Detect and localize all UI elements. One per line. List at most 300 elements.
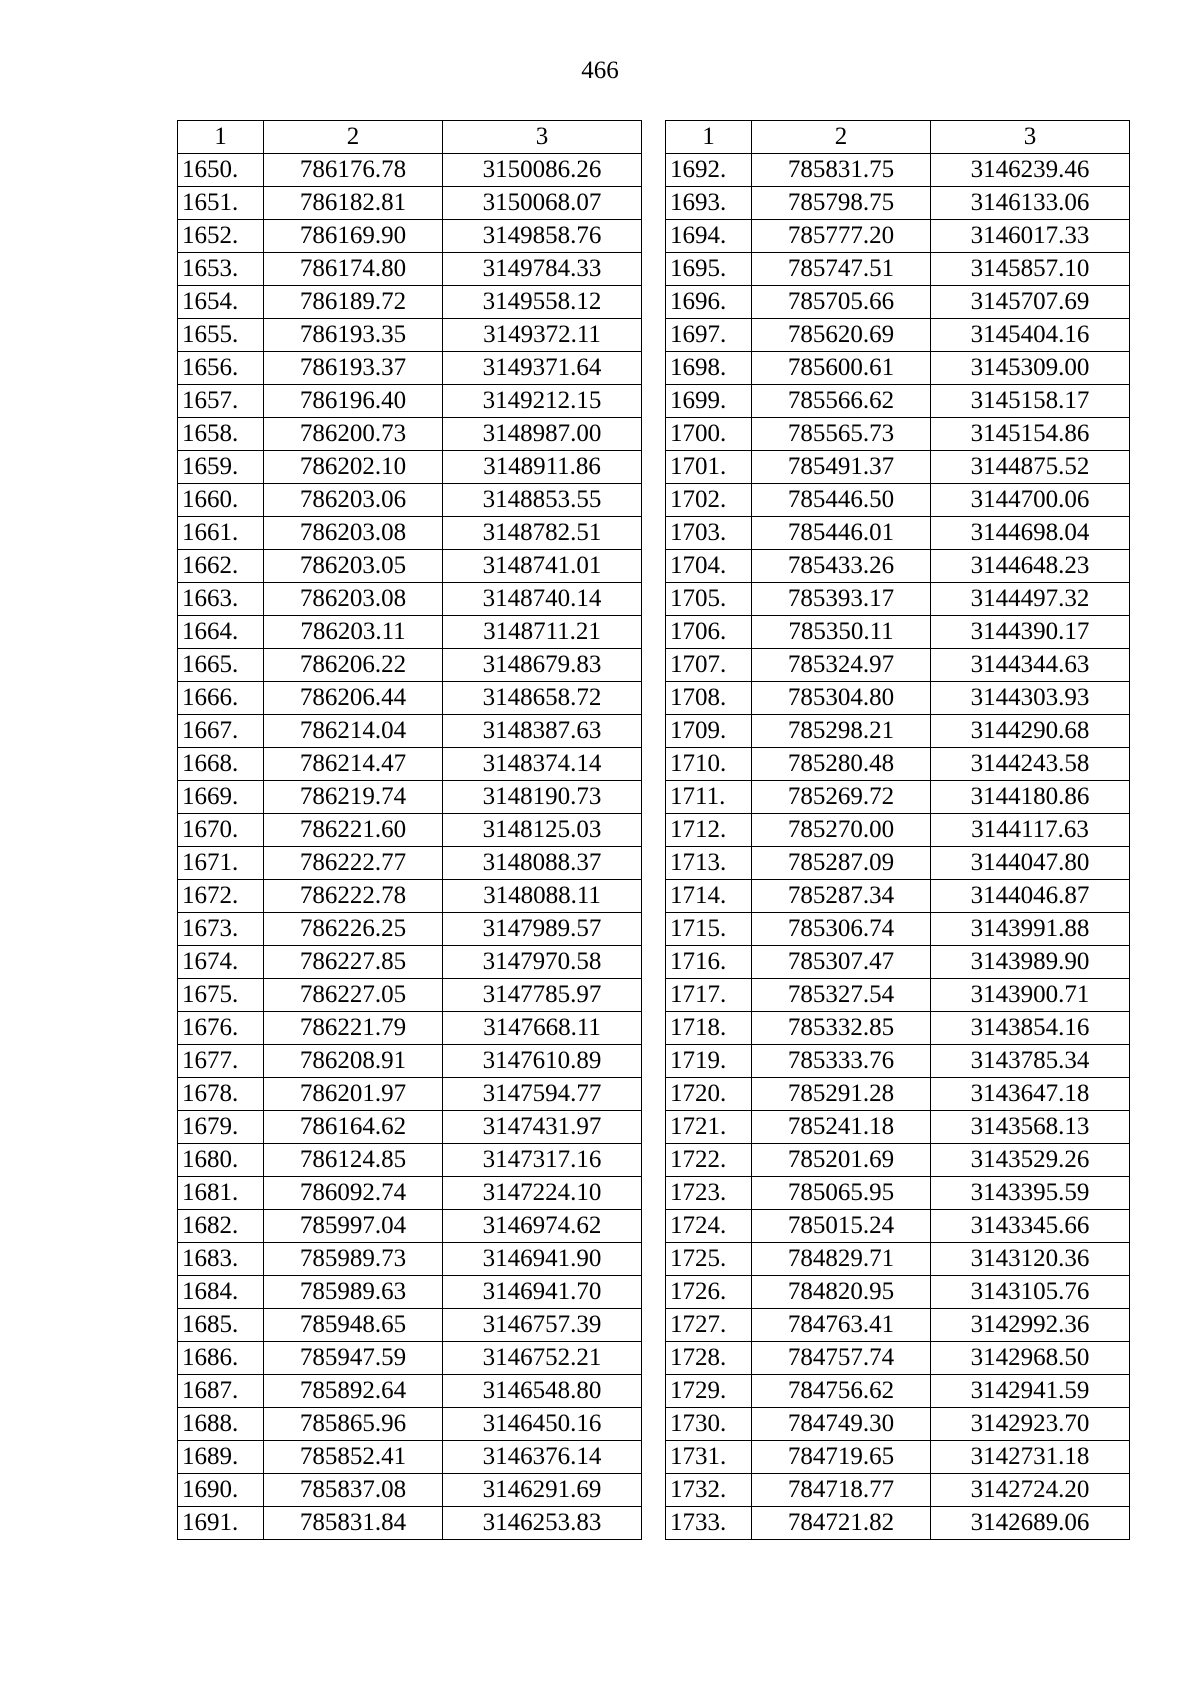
- y-coordinate-cell: 3142923.70: [931, 1408, 1130, 1441]
- table-row: [178, 682, 642, 715]
- x-coordinate-cell: 786189.72: [264, 286, 443, 319]
- x-coordinate-cell: 785327.54: [752, 979, 931, 1012]
- y-coordinate-cell: 3142689.06: [931, 1507, 1130, 1540]
- x-coordinate-cell: 786222.77: [264, 847, 443, 880]
- point-number-cell: 1673.: [178, 913, 264, 946]
- y-coordinate-cell: 3144180.86: [931, 781, 1130, 814]
- x-coordinate-cell: 785015.24: [752, 1210, 931, 1243]
- y-coordinate-cell: 3147594.77: [443, 1078, 642, 1111]
- table-row: [666, 946, 1130, 979]
- table-row: [178, 715, 642, 748]
- y-coordinate-cell: 3146239.46: [931, 154, 1130, 187]
- point-number-cell: 1713.: [666, 847, 752, 880]
- y-coordinate-cell: 3143529.26: [931, 1144, 1130, 1177]
- table-row: [666, 550, 1130, 583]
- y-coordinate-cell: 3145309.00: [931, 352, 1130, 385]
- y-coordinate-cell: 3146253.83: [443, 1507, 642, 1540]
- table-row: [178, 946, 642, 979]
- table-row: [666, 979, 1130, 1012]
- x-coordinate-cell: 786206.22: [264, 649, 443, 682]
- table-row: [666, 1210, 1130, 1243]
- y-coordinate-cell: 3147610.89: [443, 1045, 642, 1078]
- x-coordinate-cell: 786208.91: [264, 1045, 443, 1078]
- y-coordinate-cell: 3145707.69: [931, 286, 1130, 319]
- x-coordinate-cell: 785566.62: [752, 385, 931, 418]
- y-coordinate-cell: 3148088.37: [443, 847, 642, 880]
- x-coordinate-cell: 785201.69: [752, 1144, 931, 1177]
- y-coordinate-cell: 3144046.87: [931, 880, 1130, 913]
- table-row: [666, 649, 1130, 682]
- y-coordinate-cell: 3142724.20: [931, 1474, 1130, 1507]
- x-coordinate-cell: 785333.76: [752, 1045, 931, 1078]
- table-row: [666, 583, 1130, 616]
- y-coordinate-cell: 3147317.16: [443, 1144, 642, 1177]
- point-number-cell: 1677.: [178, 1045, 264, 1078]
- y-coordinate-cell: 3148125.03: [443, 814, 642, 847]
- x-coordinate-cell: 786206.44: [264, 682, 443, 715]
- x-coordinate-cell: 786222.78: [264, 880, 443, 913]
- point-number-cell: 1678.: [178, 1078, 264, 1111]
- y-coordinate-cell: 3147668.11: [443, 1012, 642, 1045]
- y-coordinate-cell: 3148987.00: [443, 418, 642, 451]
- table-row: [666, 352, 1130, 385]
- point-number-cell: 1688.: [178, 1408, 264, 1441]
- point-number-cell: 1711.: [666, 781, 752, 814]
- y-coordinate-cell: 3146941.90: [443, 1243, 642, 1276]
- y-coordinate-cell: 3148782.51: [443, 517, 642, 550]
- point-number-cell: 1650.: [178, 154, 264, 187]
- x-coordinate-cell: 785270.00: [752, 814, 931, 847]
- table-row: [666, 484, 1130, 517]
- y-coordinate-cell: 3144117.63: [931, 814, 1130, 847]
- point-number-cell: 1658.: [178, 418, 264, 451]
- point-number-cell: 1714.: [666, 880, 752, 913]
- y-coordinate-cell: 3143991.88: [931, 913, 1130, 946]
- table-row: [666, 1507, 1130, 1540]
- point-number-cell: 1728.: [666, 1342, 752, 1375]
- column-header-x-coordinate: 2: [752, 121, 931, 154]
- table-row: [666, 913, 1130, 946]
- point-number-cell: 1729.: [666, 1375, 752, 1408]
- point-number-cell: 1652.: [178, 220, 264, 253]
- table-row: [666, 748, 1130, 781]
- x-coordinate-cell: 786203.08: [264, 517, 443, 550]
- y-coordinate-cell: 3148741.01: [443, 550, 642, 583]
- point-number-cell: 1671.: [178, 847, 264, 880]
- table-body: [666, 154, 1130, 1540]
- x-coordinate-cell: 785831.84: [264, 1507, 443, 1540]
- point-number-cell: 1717.: [666, 979, 752, 1012]
- table-row: [666, 1276, 1130, 1309]
- point-number-cell: 1705.: [666, 583, 752, 616]
- column-header-y-coordinate: 3: [931, 121, 1130, 154]
- table-row: [178, 187, 642, 220]
- point-number-cell: 1720.: [666, 1078, 752, 1111]
- table-row: [666, 880, 1130, 913]
- table-row: [178, 1474, 642, 1507]
- point-number-cell: 1653.: [178, 253, 264, 286]
- x-coordinate-cell: 785332.85: [752, 1012, 931, 1045]
- y-coordinate-cell: 3144700.06: [931, 484, 1130, 517]
- point-number-cell: 1655.: [178, 319, 264, 352]
- x-coordinate-cell: 786202.10: [264, 451, 443, 484]
- table-row: [178, 781, 642, 814]
- x-coordinate-cell: 786193.37: [264, 352, 443, 385]
- y-coordinate-cell: 3143345.66: [931, 1210, 1130, 1243]
- y-coordinate-cell: 3147431.97: [443, 1111, 642, 1144]
- point-number-cell: 1668.: [178, 748, 264, 781]
- x-coordinate-cell: 786221.60: [264, 814, 443, 847]
- x-coordinate-cell: 786196.40: [264, 385, 443, 418]
- table-row: [666, 286, 1130, 319]
- point-number-cell: 1662.: [178, 550, 264, 583]
- point-number-cell: 1654.: [178, 286, 264, 319]
- point-number-cell: 1675.: [178, 979, 264, 1012]
- table-row: [178, 1276, 642, 1309]
- y-coordinate-cell: 3144698.04: [931, 517, 1130, 550]
- y-coordinate-cell: 3148711.21: [443, 616, 642, 649]
- x-coordinate-cell: 784721.82: [752, 1507, 931, 1540]
- table-row: [178, 913, 642, 946]
- y-coordinate-cell: 3143854.16: [931, 1012, 1130, 1045]
- table-row: [666, 1111, 1130, 1144]
- point-number-cell: 1679.: [178, 1111, 264, 1144]
- y-coordinate-cell: 3146017.33: [931, 220, 1130, 253]
- point-number-cell: 1695.: [666, 253, 752, 286]
- point-number-cell: 1707.: [666, 649, 752, 682]
- point-number-cell: 1691.: [178, 1507, 264, 1540]
- point-number-cell: 1667.: [178, 715, 264, 748]
- x-coordinate-cell: 786124.85: [264, 1144, 443, 1177]
- point-number-cell: 1709.: [666, 715, 752, 748]
- y-coordinate-cell: 3142968.50: [931, 1342, 1130, 1375]
- x-coordinate-cell: 786174.80: [264, 253, 443, 286]
- table-row: [178, 1012, 642, 1045]
- table-row: [178, 1441, 642, 1474]
- table-row: [178, 583, 642, 616]
- point-number-cell: 1702.: [666, 484, 752, 517]
- table-row: [178, 1045, 642, 1078]
- y-coordinate-cell: 3146941.70: [443, 1276, 642, 1309]
- table-row: [178, 748, 642, 781]
- point-number-cell: 1708.: [666, 682, 752, 715]
- x-coordinate-cell: 784763.41: [752, 1309, 931, 1342]
- x-coordinate-cell: 785306.74: [752, 913, 931, 946]
- point-number-cell: 1723.: [666, 1177, 752, 1210]
- point-number-cell: 1663.: [178, 583, 264, 616]
- point-number-cell: 1683.: [178, 1243, 264, 1276]
- y-coordinate-cell: 3142731.18: [931, 1441, 1130, 1474]
- table-row: [666, 847, 1130, 880]
- point-number-cell: 1701.: [666, 451, 752, 484]
- x-coordinate-cell: 785298.21: [752, 715, 931, 748]
- x-coordinate-cell: 786164.62: [264, 1111, 443, 1144]
- table-row: [178, 286, 642, 319]
- y-coordinate-cell: 3146757.39: [443, 1309, 642, 1342]
- x-coordinate-cell: 785948.65: [264, 1309, 443, 1342]
- y-coordinate-cell: 3143989.90: [931, 946, 1130, 979]
- x-coordinate-cell: 785324.97: [752, 649, 931, 682]
- header-row: [666, 121, 1130, 154]
- table-row: [666, 1309, 1130, 1342]
- x-coordinate-cell: 786176.78: [264, 154, 443, 187]
- y-coordinate-cell: 3149212.15: [443, 385, 642, 418]
- y-coordinate-cell: 3144875.52: [931, 451, 1130, 484]
- point-number-cell: 1660.: [178, 484, 264, 517]
- y-coordinate-cell: 3146291.69: [443, 1474, 642, 1507]
- y-coordinate-cell: 3144390.17: [931, 616, 1130, 649]
- x-coordinate-cell: 785852.41: [264, 1441, 443, 1474]
- point-number-cell: 1727.: [666, 1309, 752, 1342]
- y-coordinate-cell: 3144497.32: [931, 583, 1130, 616]
- x-coordinate-cell: 786227.05: [264, 979, 443, 1012]
- point-number-cell: 1656.: [178, 352, 264, 385]
- x-coordinate-cell: 786203.06: [264, 484, 443, 517]
- x-coordinate-cell: 785291.28: [752, 1078, 931, 1111]
- y-coordinate-cell: 3147224.10: [443, 1177, 642, 1210]
- x-coordinate-cell: 786214.04: [264, 715, 443, 748]
- x-coordinate-cell: 785565.73: [752, 418, 931, 451]
- page-number: 466: [581, 57, 619, 84]
- x-coordinate-cell: 785304.80: [752, 682, 931, 715]
- table-header: [178, 121, 642, 154]
- table-body: [178, 154, 642, 1540]
- point-number-cell: 1699.: [666, 385, 752, 418]
- y-coordinate-cell: 3143647.18: [931, 1078, 1130, 1111]
- table-row: [178, 616, 642, 649]
- point-number-cell: 1721.: [666, 1111, 752, 1144]
- x-coordinate-cell: 785989.73: [264, 1243, 443, 1276]
- point-number-cell: 1716.: [666, 946, 752, 979]
- table-row: [178, 880, 642, 913]
- table-row: [178, 1507, 642, 1540]
- y-coordinate-cell: 3150068.07: [443, 187, 642, 220]
- table-row: [666, 154, 1130, 187]
- y-coordinate-cell: 3145154.86: [931, 418, 1130, 451]
- table-row: [666, 781, 1130, 814]
- table-row: [666, 1342, 1130, 1375]
- point-number-cell: 1696.: [666, 286, 752, 319]
- x-coordinate-cell: 784756.62: [752, 1375, 931, 1408]
- point-number-cell: 1665.: [178, 649, 264, 682]
- table-row: [178, 385, 642, 418]
- table-row: [178, 814, 642, 847]
- x-coordinate-cell: 784719.65: [752, 1441, 931, 1474]
- table-row: [666, 187, 1130, 220]
- y-coordinate-cell: 3149372.11: [443, 319, 642, 352]
- x-coordinate-cell: 785287.09: [752, 847, 931, 880]
- point-number-cell: 1674.: [178, 946, 264, 979]
- table-row: [178, 550, 642, 583]
- column-header-x-coordinate: 2: [264, 121, 443, 154]
- table-row: [666, 1408, 1130, 1441]
- table-row: [178, 847, 642, 880]
- x-coordinate-cell: 786200.73: [264, 418, 443, 451]
- y-coordinate-cell: 3144648.23: [931, 550, 1130, 583]
- y-coordinate-cell: 3148088.11: [443, 880, 642, 913]
- x-coordinate-cell: 784757.74: [752, 1342, 931, 1375]
- table-row: [178, 1144, 642, 1177]
- point-number-cell: 1732.: [666, 1474, 752, 1507]
- table-row: [666, 1177, 1130, 1210]
- table-row: [178, 484, 642, 517]
- table-row: [178, 1309, 642, 1342]
- point-number-cell: 1669.: [178, 781, 264, 814]
- point-number-cell: 1689.: [178, 1441, 264, 1474]
- point-number-cell: 1661.: [178, 517, 264, 550]
- table-row: [666, 1243, 1130, 1276]
- y-coordinate-cell: 3146548.80: [443, 1375, 642, 1408]
- point-number-cell: 1730.: [666, 1408, 752, 1441]
- y-coordinate-cell: 3149858.76: [443, 220, 642, 253]
- x-coordinate-cell: 786226.25: [264, 913, 443, 946]
- point-number-cell: 1672.: [178, 880, 264, 913]
- x-coordinate-cell: 785307.47: [752, 946, 931, 979]
- x-coordinate-cell: 785269.72: [752, 781, 931, 814]
- table-row: [178, 352, 642, 385]
- point-number-cell: 1692.: [666, 154, 752, 187]
- x-coordinate-cell: 786182.81: [264, 187, 443, 220]
- y-coordinate-cell: 3144243.58: [931, 748, 1130, 781]
- y-coordinate-cell: 3147989.57: [443, 913, 642, 946]
- y-coordinate-cell: 3145158.17: [931, 385, 1130, 418]
- x-coordinate-cell: 785241.18: [752, 1111, 931, 1144]
- point-number-cell: 1733.: [666, 1507, 752, 1540]
- table-row: [666, 682, 1130, 715]
- y-coordinate-cell: 3144290.68: [931, 715, 1130, 748]
- x-coordinate-cell: 785433.26: [752, 550, 931, 583]
- point-number-cell: 1681.: [178, 1177, 264, 1210]
- y-coordinate-cell: 3146450.16: [443, 1408, 642, 1441]
- table-row: [178, 1408, 642, 1441]
- header-row: [178, 121, 642, 154]
- table-row: [178, 451, 642, 484]
- point-number-cell: 1719.: [666, 1045, 752, 1078]
- x-coordinate-cell: 786219.74: [264, 781, 443, 814]
- table-row: [178, 1177, 642, 1210]
- x-coordinate-cell: 785446.50: [752, 484, 931, 517]
- y-coordinate-cell: 3148911.86: [443, 451, 642, 484]
- table-row: [666, 616, 1130, 649]
- point-number-cell: 1657.: [178, 385, 264, 418]
- table-row: [666, 1375, 1130, 1408]
- table-row: [666, 1012, 1130, 1045]
- x-coordinate-cell: 785280.48: [752, 748, 931, 781]
- point-number-cell: 1704.: [666, 550, 752, 583]
- y-coordinate-cell: 3145857.10: [931, 253, 1130, 286]
- y-coordinate-cell: 3146133.06: [931, 187, 1130, 220]
- table-header: [666, 121, 1130, 154]
- table-row: [178, 1243, 642, 1276]
- x-coordinate-cell: 785620.69: [752, 319, 931, 352]
- table-row: [666, 1441, 1130, 1474]
- point-number-cell: 1722.: [666, 1144, 752, 1177]
- point-number-cell: 1651.: [178, 187, 264, 220]
- y-coordinate-cell: 3148374.14: [443, 748, 642, 781]
- y-coordinate-cell: 3148190.73: [443, 781, 642, 814]
- x-coordinate-cell: 785947.59: [264, 1342, 443, 1375]
- y-coordinate-cell: 3144303.93: [931, 682, 1130, 715]
- point-number-cell: 1666.: [178, 682, 264, 715]
- table-row: [666, 253, 1130, 286]
- point-number-cell: 1718.: [666, 1012, 752, 1045]
- x-coordinate-cell: 784820.95: [752, 1276, 931, 1309]
- point-number-cell: 1685.: [178, 1309, 264, 1342]
- x-coordinate-cell: 786193.35: [264, 319, 443, 352]
- point-number-cell: 1664.: [178, 616, 264, 649]
- point-number-cell: 1693.: [666, 187, 752, 220]
- y-coordinate-cell: 3143785.34: [931, 1045, 1130, 1078]
- y-coordinate-cell: 3143395.59: [931, 1177, 1130, 1210]
- y-coordinate-cell: 3144344.63: [931, 649, 1130, 682]
- point-number-cell: 1706.: [666, 616, 752, 649]
- x-coordinate-cell: 785892.64: [264, 1375, 443, 1408]
- y-coordinate-cell: 3149558.12: [443, 286, 642, 319]
- x-coordinate-cell: 784749.30: [752, 1408, 931, 1441]
- point-number-cell: 1687.: [178, 1375, 264, 1408]
- table-row: [178, 979, 642, 1012]
- point-number-cell: 1676.: [178, 1012, 264, 1045]
- y-coordinate-cell: 3142941.59: [931, 1375, 1130, 1408]
- table-row: [178, 517, 642, 550]
- point-number-cell: 1684.: [178, 1276, 264, 1309]
- point-number-cell: 1690.: [178, 1474, 264, 1507]
- table-row: [666, 418, 1130, 451]
- y-coordinate-cell: 3148658.72: [443, 682, 642, 715]
- column-header-y-coordinate: 3: [443, 121, 642, 154]
- x-coordinate-cell: 785777.20: [752, 220, 931, 253]
- table-row: [178, 418, 642, 451]
- point-number-cell: 1712.: [666, 814, 752, 847]
- table-row: [178, 154, 642, 187]
- y-coordinate-cell: 3146974.62: [443, 1210, 642, 1243]
- x-coordinate-cell: 785287.34: [752, 880, 931, 913]
- point-number-cell: 1700.: [666, 418, 752, 451]
- x-coordinate-cell: 786092.74: [264, 1177, 443, 1210]
- coordinates-table-left: [177, 120, 642, 1540]
- x-coordinate-cell: 784718.77: [752, 1474, 931, 1507]
- x-coordinate-cell: 785837.08: [264, 1474, 443, 1507]
- x-coordinate-cell: 785065.95: [752, 1177, 931, 1210]
- table-row: [666, 1474, 1130, 1507]
- point-number-cell: 1731.: [666, 1441, 752, 1474]
- x-coordinate-cell: 785997.04: [264, 1210, 443, 1243]
- table-row: [178, 1078, 642, 1111]
- table-row: [178, 319, 642, 352]
- column-header-point-number: 1: [178, 121, 264, 154]
- table-row: [666, 1045, 1130, 1078]
- y-coordinate-cell: 3148387.63: [443, 715, 642, 748]
- x-coordinate-cell: 785865.96: [264, 1408, 443, 1441]
- table-row: [666, 1144, 1130, 1177]
- x-coordinate-cell: 786203.05: [264, 550, 443, 583]
- x-coordinate-cell: 786221.79: [264, 1012, 443, 1045]
- table-row: [666, 814, 1130, 847]
- y-coordinate-cell: 3150086.26: [443, 154, 642, 187]
- y-coordinate-cell: 3149371.64: [443, 352, 642, 385]
- y-coordinate-cell: 3148853.55: [443, 484, 642, 517]
- y-coordinate-cell: 3148740.14: [443, 583, 642, 616]
- x-coordinate-cell: 785747.51: [752, 253, 931, 286]
- y-coordinate-cell: 3142992.36: [931, 1309, 1130, 1342]
- point-number-cell: 1710.: [666, 748, 752, 781]
- table-row: [666, 517, 1130, 550]
- y-coordinate-cell: 3144047.80: [931, 847, 1130, 880]
- column-header-point-number: 1: [666, 121, 752, 154]
- table-row: [178, 220, 642, 253]
- point-number-cell: 1697.: [666, 319, 752, 352]
- point-number-cell: 1715.: [666, 913, 752, 946]
